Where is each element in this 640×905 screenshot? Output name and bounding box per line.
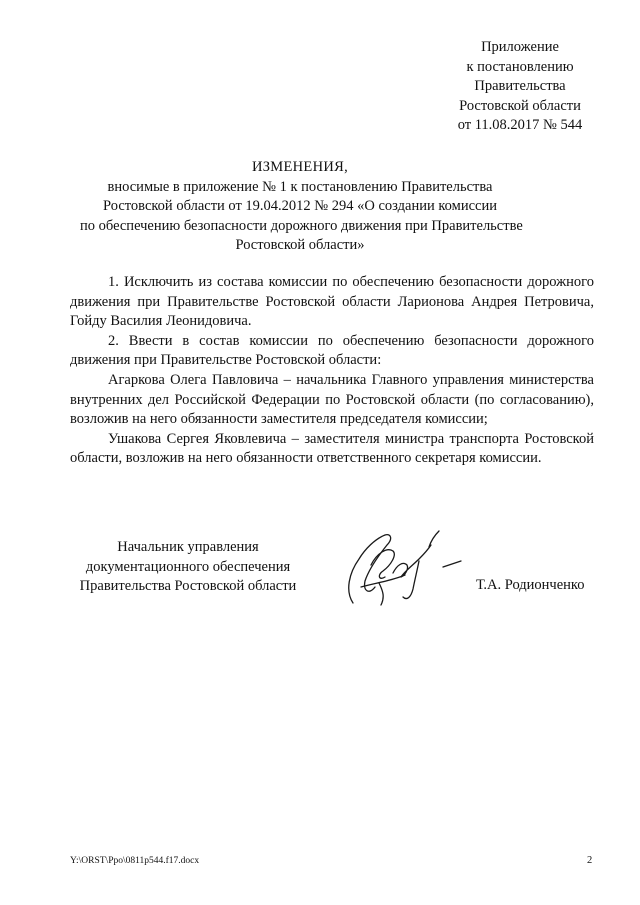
title-line: Ростовской области» (235, 237, 365, 253)
member-ushakov-paragraph: Ушакова Сергея Яковлевича – заместителя министра транспорта Ростовской области, возложив на него обязанности ответственного секретаря комиссии. (70, 430, 594, 467)
appendix-line: от 11.08.2017 № 544 (457, 117, 583, 133)
appendix-line: Ростовской области (459, 97, 581, 114)
appendix-line: к постановлению (466, 58, 574, 75)
document-title (80, 158, 523, 256)
item-2-paragraph: 2. Ввести в состав комиссии по обеспечению безопасности дорожного движения при Правительстве Ростовской области: (70, 332, 594, 369)
position-line: Правительства Ростовской области (79, 578, 297, 594)
footer-file-path: Y:\ORST\Ppo\0811p544.f17.docx (70, 856, 200, 866)
page-number: 2 (587, 855, 593, 866)
document-body (70, 273, 594, 469)
position-line: документационного обеспечения (85, 558, 291, 575)
title-line: Ростовской области от 19.04.2012 № 294 «О создании комиссии (103, 198, 497, 214)
appendix-line: Правительства (474, 78, 566, 94)
appendix-line: Приложение (481, 39, 559, 55)
appendix-header (420, 38, 620, 136)
title-line: по обеспечению безопасности дорожного движения при Правительстве (80, 217, 523, 234)
title-line: вносимые в приложение № 1 к постановлению Правительства (107, 178, 493, 195)
item-1-paragraph: 1. Исключить из состава комиссии по обеспечению безопасности дорожного движения при Правительстве Ростовской области Ларионова Андрея Петровича, Гойду Василия Леонидовича. (70, 274, 594, 330)
signatory-position (68, 538, 308, 597)
signatory-name: Т.А. Родионченко (476, 577, 585, 593)
handwritten-signature (335, 525, 465, 610)
title-heading: ИЗМЕНЕНИЯ, (251, 159, 349, 175)
position-line: Начальник управления (117, 539, 259, 555)
member-agarkov-paragraph: Агаркова Олега Павловича – начальника Главного управления министерства внутренних дел Российской Федерации по Ростовской области (по согласованию), возложив на него обязанности заместителя председателя комиссии; (70, 371, 594, 428)
